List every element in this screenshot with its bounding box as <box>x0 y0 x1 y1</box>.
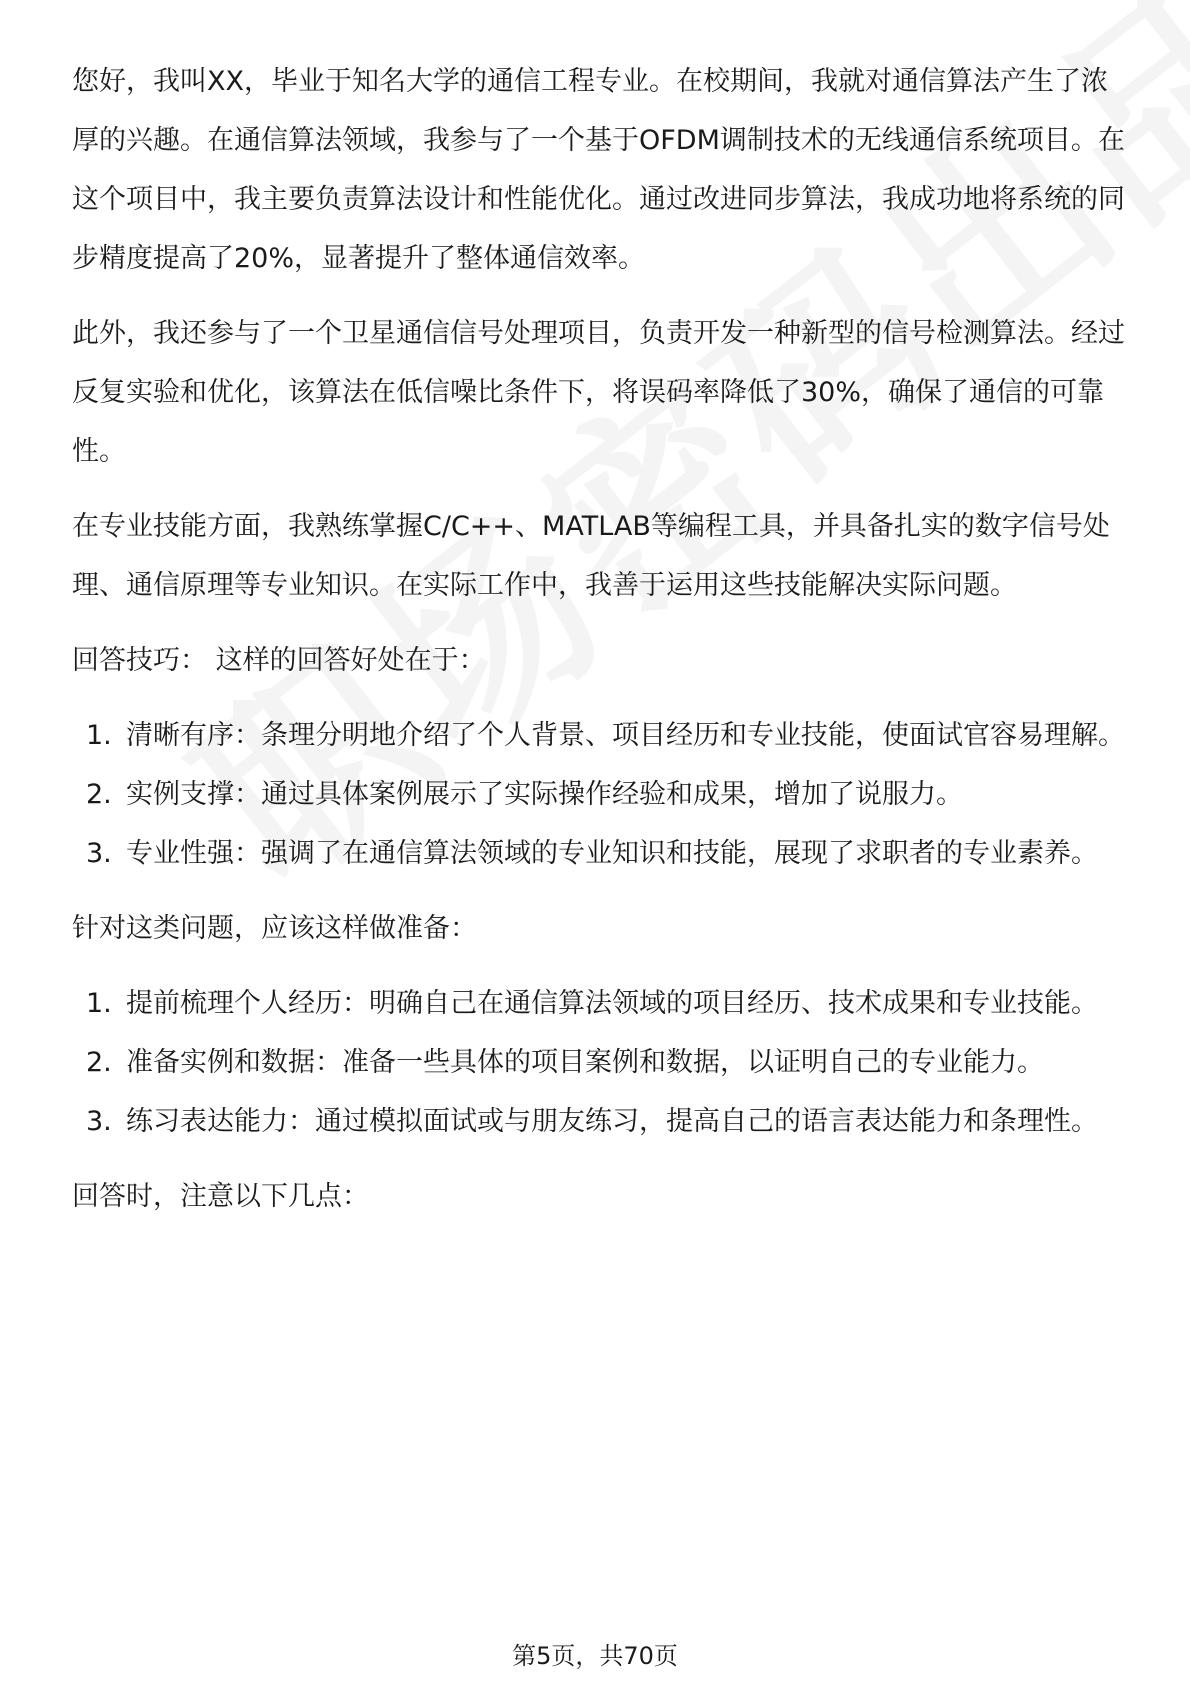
project-paragraph: 此外，我还参与了一个卫星通信信号处理项目，负责开发一种新型的信号检测算法。经过反复实验和优化，该算法在低信噪比条件下，将误码率降低了30%，确保了通信的可靠性。 <box>72 318 1125 467</box>
list-item: 1. 提前梳理个人经历：明确自己在通信算法领域的项目经历、技术成果和专业技能。 <box>86 988 1098 1019</box>
list-item: 2. 准备实例和数据：准备一些具体的项目案例和数据，以证明自己的专业能力。 <box>86 1047 1044 1078</box>
prep-list <box>72 974 1132 1151</box>
notes-heading: 回答时，注意以下几点： <box>72 1181 369 1212</box>
list-item: 3. 专业性强：强调了在通信算法领域的专业知识和技能，展现了求职者的专业素养。 <box>86 838 1098 869</box>
list-item: 1. 清晰有序：条理分明地介绍了个人背景、项目经历和专业技能，使面试官容易理解。 <box>86 720 1125 751</box>
tips-heading: 回答技巧： 这样的回答好处在于： <box>72 645 486 676</box>
prep-heading: 针对这类问题，应该这样做准备： <box>72 913 477 944</box>
page-footer: 第5页，共70页 <box>512 1642 678 1670</box>
skills-paragraph: 在专业技能方面，我熟练掌握C/C++、MATLAB等编程工具，并具备扎实的数字信号处理、通信原理等专业知识。在实际工作中，我善于运用这些技能解决实际问题。 <box>72 511 1110 601</box>
list-item: 3. 练习表达能力：通过模拟面试或与朋友练习，提高自己的语言表达能力和条理性。 <box>86 1106 1098 1137</box>
intro-paragraph: 您好，我叫XX，毕业于知名大学的通信工程专业。在校期间，我就对通信算法产生了浓厚的兴趣。在通信算法领域，我参与了一个基于OFDM调制技术的无线通信系统项目。在这个项目中，我主要负责算法设计和性能优化。通过改进同步算法，我成功地将系统的同步精度提高了20%，显著提升了整体通信效率。 <box>72 66 1125 274</box>
list-item: 2. 实例支撑：通过具体案例展示了实际操作经验和成果，增加了说服力。 <box>86 779 963 810</box>
document-body <box>72 52 1132 1226</box>
tips-list <box>72 706 1132 883</box>
